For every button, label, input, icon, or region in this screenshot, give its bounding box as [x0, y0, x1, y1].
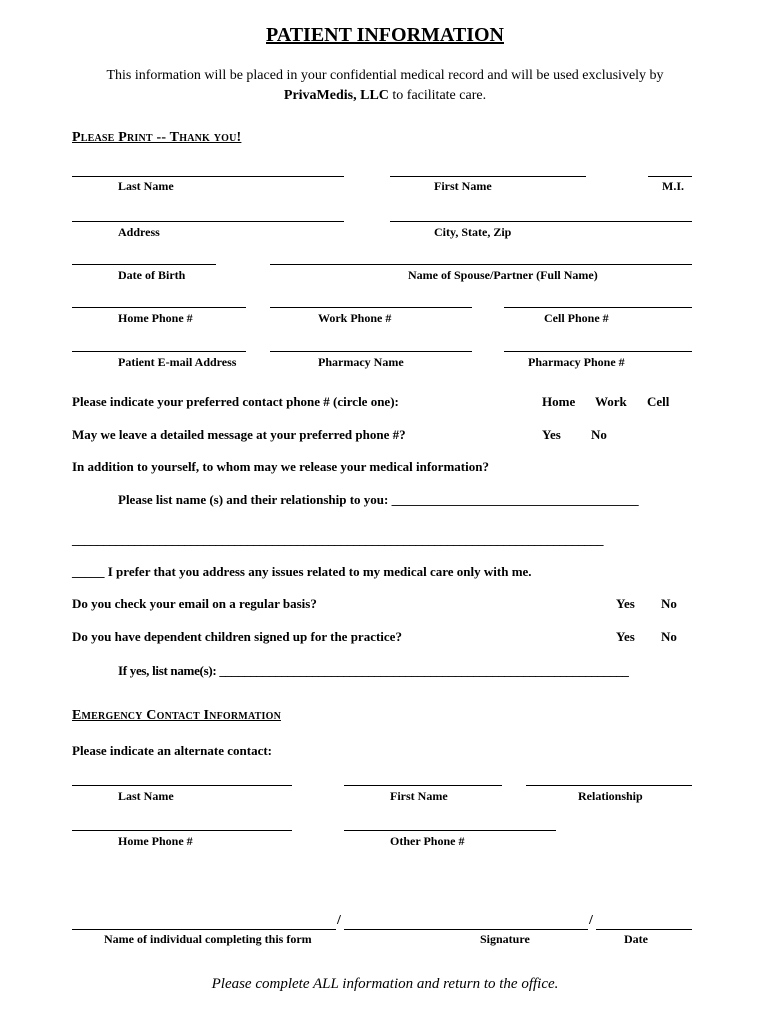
check-email-no[interactable]: No: [661, 596, 677, 611]
slash-separator-2: /: [589, 913, 593, 928]
intro-line2: to facilitate care.: [388, 88, 487, 103]
first-name-field[interactable]: [390, 176, 586, 177]
emergency-prompt: Please indicate an alternate contact:: [72, 743, 273, 758]
home-phone-field[interactable]: [72, 307, 246, 308]
dependents-yes[interactable]: Yes: [616, 629, 635, 644]
mi-field[interactable]: [648, 176, 692, 177]
company-name: PrivaMedis, LLC: [283, 88, 389, 103]
work-phone-field[interactable]: [270, 307, 472, 308]
address-label: Address: [118, 225, 160, 239]
slash-separator: /: [337, 913, 341, 928]
check-email-question: Do you check your email on a regular basis?: [72, 596, 317, 611]
emergency-relationship-field[interactable]: [526, 785, 692, 786]
email-field[interactable]: [72, 351, 246, 352]
last-name-label: Last Name: [118, 179, 174, 193]
first-name-label: First Name: [434, 179, 492, 193]
emergency-home-phone-field[interactable]: [72, 830, 292, 831]
dependents-names-field[interactable]: If yes, list name(s): __________________________________________________________________: [118, 663, 629, 678]
home-phone-label: Home Phone #: [118, 311, 193, 325]
emergency-relationship-label: Relationship: [578, 789, 643, 803]
emergency-last-name-field[interactable]: [72, 785, 292, 786]
emergency-home-phone-label: Home Phone #: [118, 834, 193, 848]
dob-label: Date of Birth: [118, 268, 186, 282]
pharmacy-label: Pharmacy Name: [318, 355, 404, 369]
emergency-other-phone-field[interactable]: [344, 830, 556, 831]
option-home[interactable]: Home: [542, 394, 576, 409]
option-cell[interactable]: Cell: [647, 394, 670, 409]
dependents-no[interactable]: No: [661, 629, 677, 644]
signature-label: Signature: [480, 932, 530, 946]
page-title: PATIENT INFORMATION: [266, 24, 504, 46]
spouse-label: Name of Spouse/Partner (Full Name): [408, 268, 598, 282]
individual-name-label: Name of individual completing this form: [104, 932, 312, 946]
print-heading: Please Print -- Thank you!: [72, 130, 242, 145]
city-state-zip-field[interactable]: [390, 221, 692, 222]
list-names-field[interactable]: Please list name (s) and their relationship to you: ______________________________________: [118, 492, 639, 507]
work-phone-label: Work Phone #: [318, 311, 392, 325]
footer-note: Please complete ALL information and return to the office.: [211, 976, 559, 992]
spouse-field[interactable]: [270, 264, 692, 265]
prefer-address-statement[interactable]: _____ I prefer that you address any issues related to my medical care only with me.: [72, 564, 532, 579]
pharmacy-phone-field[interactable]: [504, 351, 692, 352]
emergency-first-name-field[interactable]: [344, 785, 502, 786]
emergency-heading: Emergency Contact Information: [72, 708, 281, 723]
release-info-question: In addition to yourself, to whom may we release your medical information?: [72, 459, 489, 474]
city-state-zip-label: City, State, Zip: [434, 225, 512, 239]
preferred-phone-question: Please indicate your preferred contact phone # (circle one):: [72, 394, 399, 409]
release-extra-line[interactable]: _____________________________________________________________________________________: [72, 532, 604, 547]
email-label: Patient E-mail Address: [118, 355, 237, 369]
pharmacy-phone-label: Pharmacy Phone #: [528, 355, 625, 369]
leave-message-yes[interactable]: Yes: [542, 427, 561, 442]
check-email-yes[interactable]: Yes: [616, 596, 635, 611]
signature-field[interactable]: [344, 929, 588, 930]
leave-message-no[interactable]: No: [591, 427, 607, 442]
address-field[interactable]: [72, 221, 344, 222]
cell-phone-label: Cell Phone #: [544, 311, 609, 325]
mi-label: M.I.: [662, 179, 684, 193]
emergency-last-name-label: Last Name: [118, 789, 174, 803]
leave-message-question: May we leave a detailed message at your preferred phone #?: [72, 427, 406, 442]
individual-name-field[interactable]: [72, 929, 336, 930]
option-work[interactable]: Work: [595, 394, 627, 409]
date-field[interactable]: [596, 929, 692, 930]
last-name-field[interactable]: [72, 176, 344, 177]
emergency-first-name-label: First Name: [390, 789, 448, 803]
pharmacy-field[interactable]: [270, 351, 472, 352]
intro-text: [40, 66, 730, 106]
date-label: Date: [624, 932, 648, 946]
dependents-question: Do you have dependent children signed up for the practice?: [72, 629, 402, 644]
cell-phone-field[interactable]: [504, 307, 692, 308]
intro-line1: This information will be placed in your confidential medical record and will be used exclusively by: [106, 68, 664, 83]
dob-field[interactable]: [72, 264, 216, 265]
emergency-other-phone-label: Other Phone #: [390, 834, 465, 848]
